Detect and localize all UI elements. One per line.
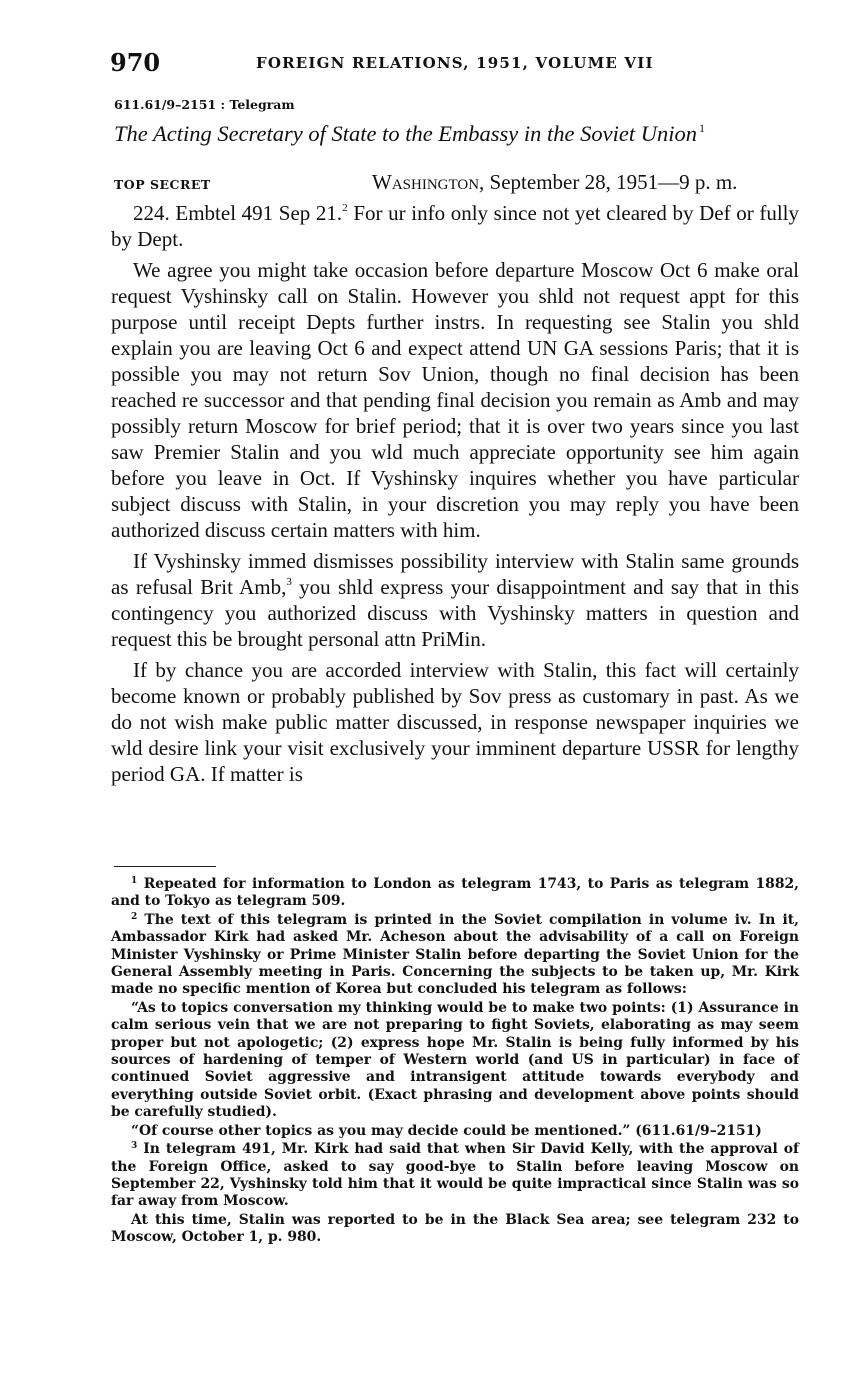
body-paragraph-2: We agree you might take occasion before departure Moscow Oct 6 make oral request Vyshinsky call on Stalin. However you shld not request appt for this purpose until receipt Depts further instrs. In requesting see Stalin you shld explain you are leaving Oct 6 and expect attend UN GA sessions Paris; that it is possible you may not return Sov Union, though no final decision has been reached re successor and that pending final decision you remain as Amb and may possibly return Moscow for brief period; that it is over two years since you last saw Premier Stalin and you wld much appreciate opportunity see him again before you leave in Oct. If Vyshinsky inquires whether you have particular subject discuss with Stalin, in your discretion you may reply you have been authorized discuss certain matters with him. [111,258,799,542]
running-head [110,46,800,80]
footnote-3-text: In telegram 491, Mr. Kirk had said that when Sir David Kelly, with the approval of the Foreign Office, asked to say good-bye to Stalin before leaving Moscow on September 22, Vyshinsky told him that it would be quite impractical since Stalin was so far away from Moscow. [111,1141,799,1210]
classification-label: TOP SECRET [114,177,211,192]
footnote-2 [111,912,799,999]
footnote-3-continuation: At this time, Stalin was reported to be in the Black Sea area; see telegram 232 to Moscow, October 1, p. 980. [111,1211,799,1246]
body-paragraph-3-text-a: If Vyshinsky immed dismisses possibility interview with Stalin same grounds as refusal Brit Amb, [111,549,799,599]
footnote-1 [111,876,799,911]
footnote-2-mark: 2 [131,911,138,922]
document-heading-text: The Acting Secretary of State to the Embassy in the Soviet Union [114,121,698,146]
footnote-1-mark: 1 [131,876,138,886]
body-paragraph-1 [111,200,799,252]
body-paragraph-3-text-b: you shld express your disappointment and say that in this contingency you authorized discuss with Vyshinsky matters in question and request this be brought personal attn PriMin. [111,575,800,651]
running-title: FOREIGN RELATIONS, 1951, VOLUME VII [256,54,654,72]
footnote-3-mark: 3 [131,1141,138,1152]
dateline-date: , September 28, 1951—9 p. m. [479,170,738,194]
footnote-2-quote-2: “Of course other topics as you may decide could be mentioned.” (611.61/9–2151) [131,1122,762,1139]
footnote-2-text: The text of this telegram is printed in the Soviet compilation in volume iv. In it, Ambassador Kirk had asked Mr. Acheson about the advisability of a call on Foreign Minister Vyshinsky or Prime Minister Stalin before departing the Soviet Union for the General Assembly meeting in Paris. Concerning the subjects to be taken up, Mr. Kirk made no specific mention of Korea but concluded his telegram as follows: [111,911,799,998]
footnote-ref-1: 1 [699,121,706,135]
dateline-place: Washington [372,170,480,194]
document-heading [114,121,814,147]
footnote-3 [111,1141,799,1211]
footnote-ref-2: 2 [342,202,348,214]
footnote-2-quote-1: “As to topics conversation my thinking would be to make two points: (1) Assurance in calm serious vein that we are not preparing to fight Soviets, elaborating as may seem proper but not apologetic; (2) express hope Mr. Stalin is being fully informed by his sources of hardening of temper of Western world (and US in particular) in face of continued Soviet aggressive and intransigent attitude towards everybody and everything outside Soviet orbit. (Exact phrasing and development above points should be carefully studied). [111,999,799,1121]
body-paragraph-1-text-b: For ur info only since not yet cleared by Def or fully by Dept. [111,201,799,251]
footnotes [111,876,799,1248]
footnote-divider [114,866,216,867]
footnote-1-text: Repeated for information to London as telegram 1743, to Paris as telegram 1882, and to Tokyo as telegram 509. [111,876,799,910]
body-paragraph-1-text-a: 224. Embtel 491 Sep 21. [133,201,343,225]
file-reference: 611.61/9–2151 : Telegram [114,97,295,112]
telegram-body [111,200,799,792]
footnote-ref-3: 3 [286,576,292,588]
body-paragraph-4: If by chance you are accorded interview with Stalin, this fact will certainly become known or probably published by Sov press as customary in past. As we do not wish make public matter discussed, in response newspaper inquiries we wld desire link your visit exclusively your imminent departure USSR for lengthy period GA. If matter is [111,658,799,786]
page-number: 970 [110,48,161,77]
body-paragraph-3 [111,548,799,652]
dateline [372,170,737,195]
